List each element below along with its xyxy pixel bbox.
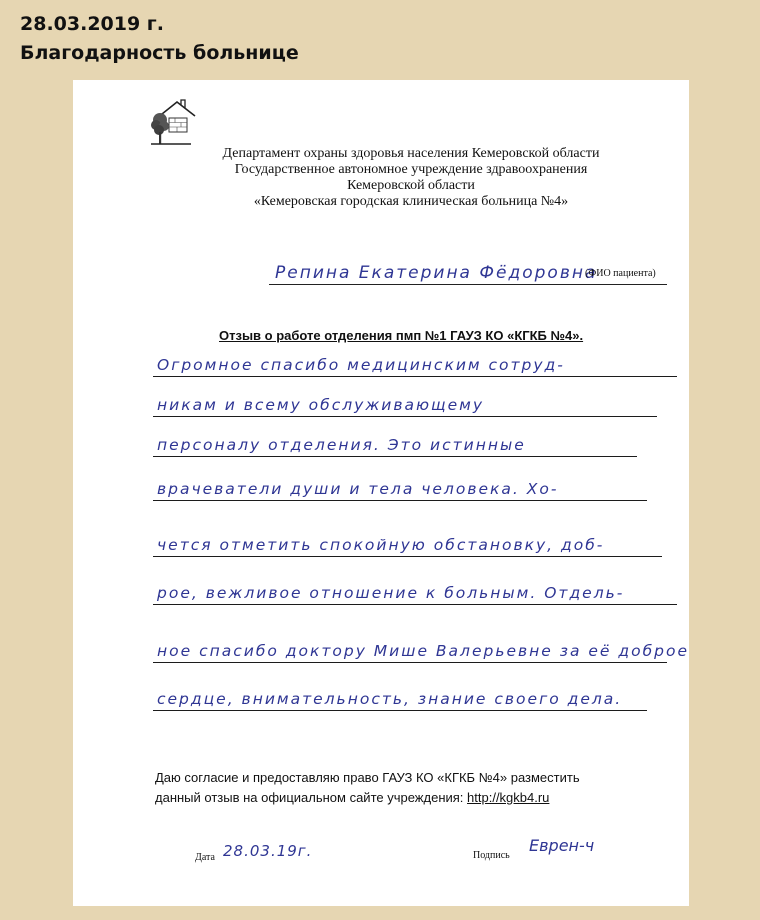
organization-line: Государственное автономное учреждение здравоохранения bbox=[234, 162, 588, 177]
header-title: Благодарность больнице bbox=[20, 42, 299, 64]
organization-line: Кемеровской области bbox=[347, 178, 475, 193]
website-link[interactable]: http://kgkb4.ru bbox=[467, 790, 550, 805]
review-text-line: ное спасибо доктору Мише Валерьевне за её доброе bbox=[153, 640, 667, 663]
consent-line bbox=[155, 788, 580, 808]
review-text-line: врачеватели души и тела человека. Хо- bbox=[153, 478, 647, 501]
patient-name-caption: (ФИО пациента) bbox=[585, 268, 656, 279]
signature-label: Подпись bbox=[473, 850, 510, 861]
date-value: 28.03.19г. bbox=[223, 842, 313, 860]
organization-header bbox=[73, 146, 689, 210]
consent-text: данный отзыв на официальном сайте учреждения: bbox=[155, 790, 468, 805]
review-text-line: персоналу отделения. Это истинные bbox=[153, 434, 637, 457]
review-text-line: чется отметить спокойную обстановку, доб- bbox=[153, 534, 662, 557]
review-text-line: никам и всему обслуживающему bbox=[153, 394, 657, 417]
consent-statement bbox=[155, 768, 580, 808]
organization-line: Департамент охраны здоровья населения Кемеровской области bbox=[222, 146, 600, 161]
patient-name: Репина Екатерина Фёдоровна bbox=[275, 263, 598, 283]
hospital-logo bbox=[147, 96, 197, 150]
organization-line: «Кемеровская городская клиническая больница №4» bbox=[253, 194, 569, 209]
review-document bbox=[73, 80, 689, 906]
review-text-line: сердце, внимательность, знание своего дела. bbox=[153, 688, 647, 711]
review-text-line: рое, вежливое отношение к больным. Отдель- bbox=[153, 582, 677, 605]
consent-line: Даю согласие и предоставляю право ГАУЗ КО «КГКБ №4» разместить bbox=[155, 770, 580, 785]
review-text-line: Огромное спасибо медицинским сотруд- bbox=[153, 354, 677, 377]
signature: Еврен-ч bbox=[529, 836, 595, 855]
header-date: 28.03.2019 г. bbox=[20, 13, 164, 35]
review-title: Отзыв о работе отделения пмп №1 ГАУЗ КО «КГКБ №4». bbox=[219, 328, 584, 343]
page-header bbox=[20, 10, 299, 68]
date-label: Дата bbox=[195, 852, 215, 863]
